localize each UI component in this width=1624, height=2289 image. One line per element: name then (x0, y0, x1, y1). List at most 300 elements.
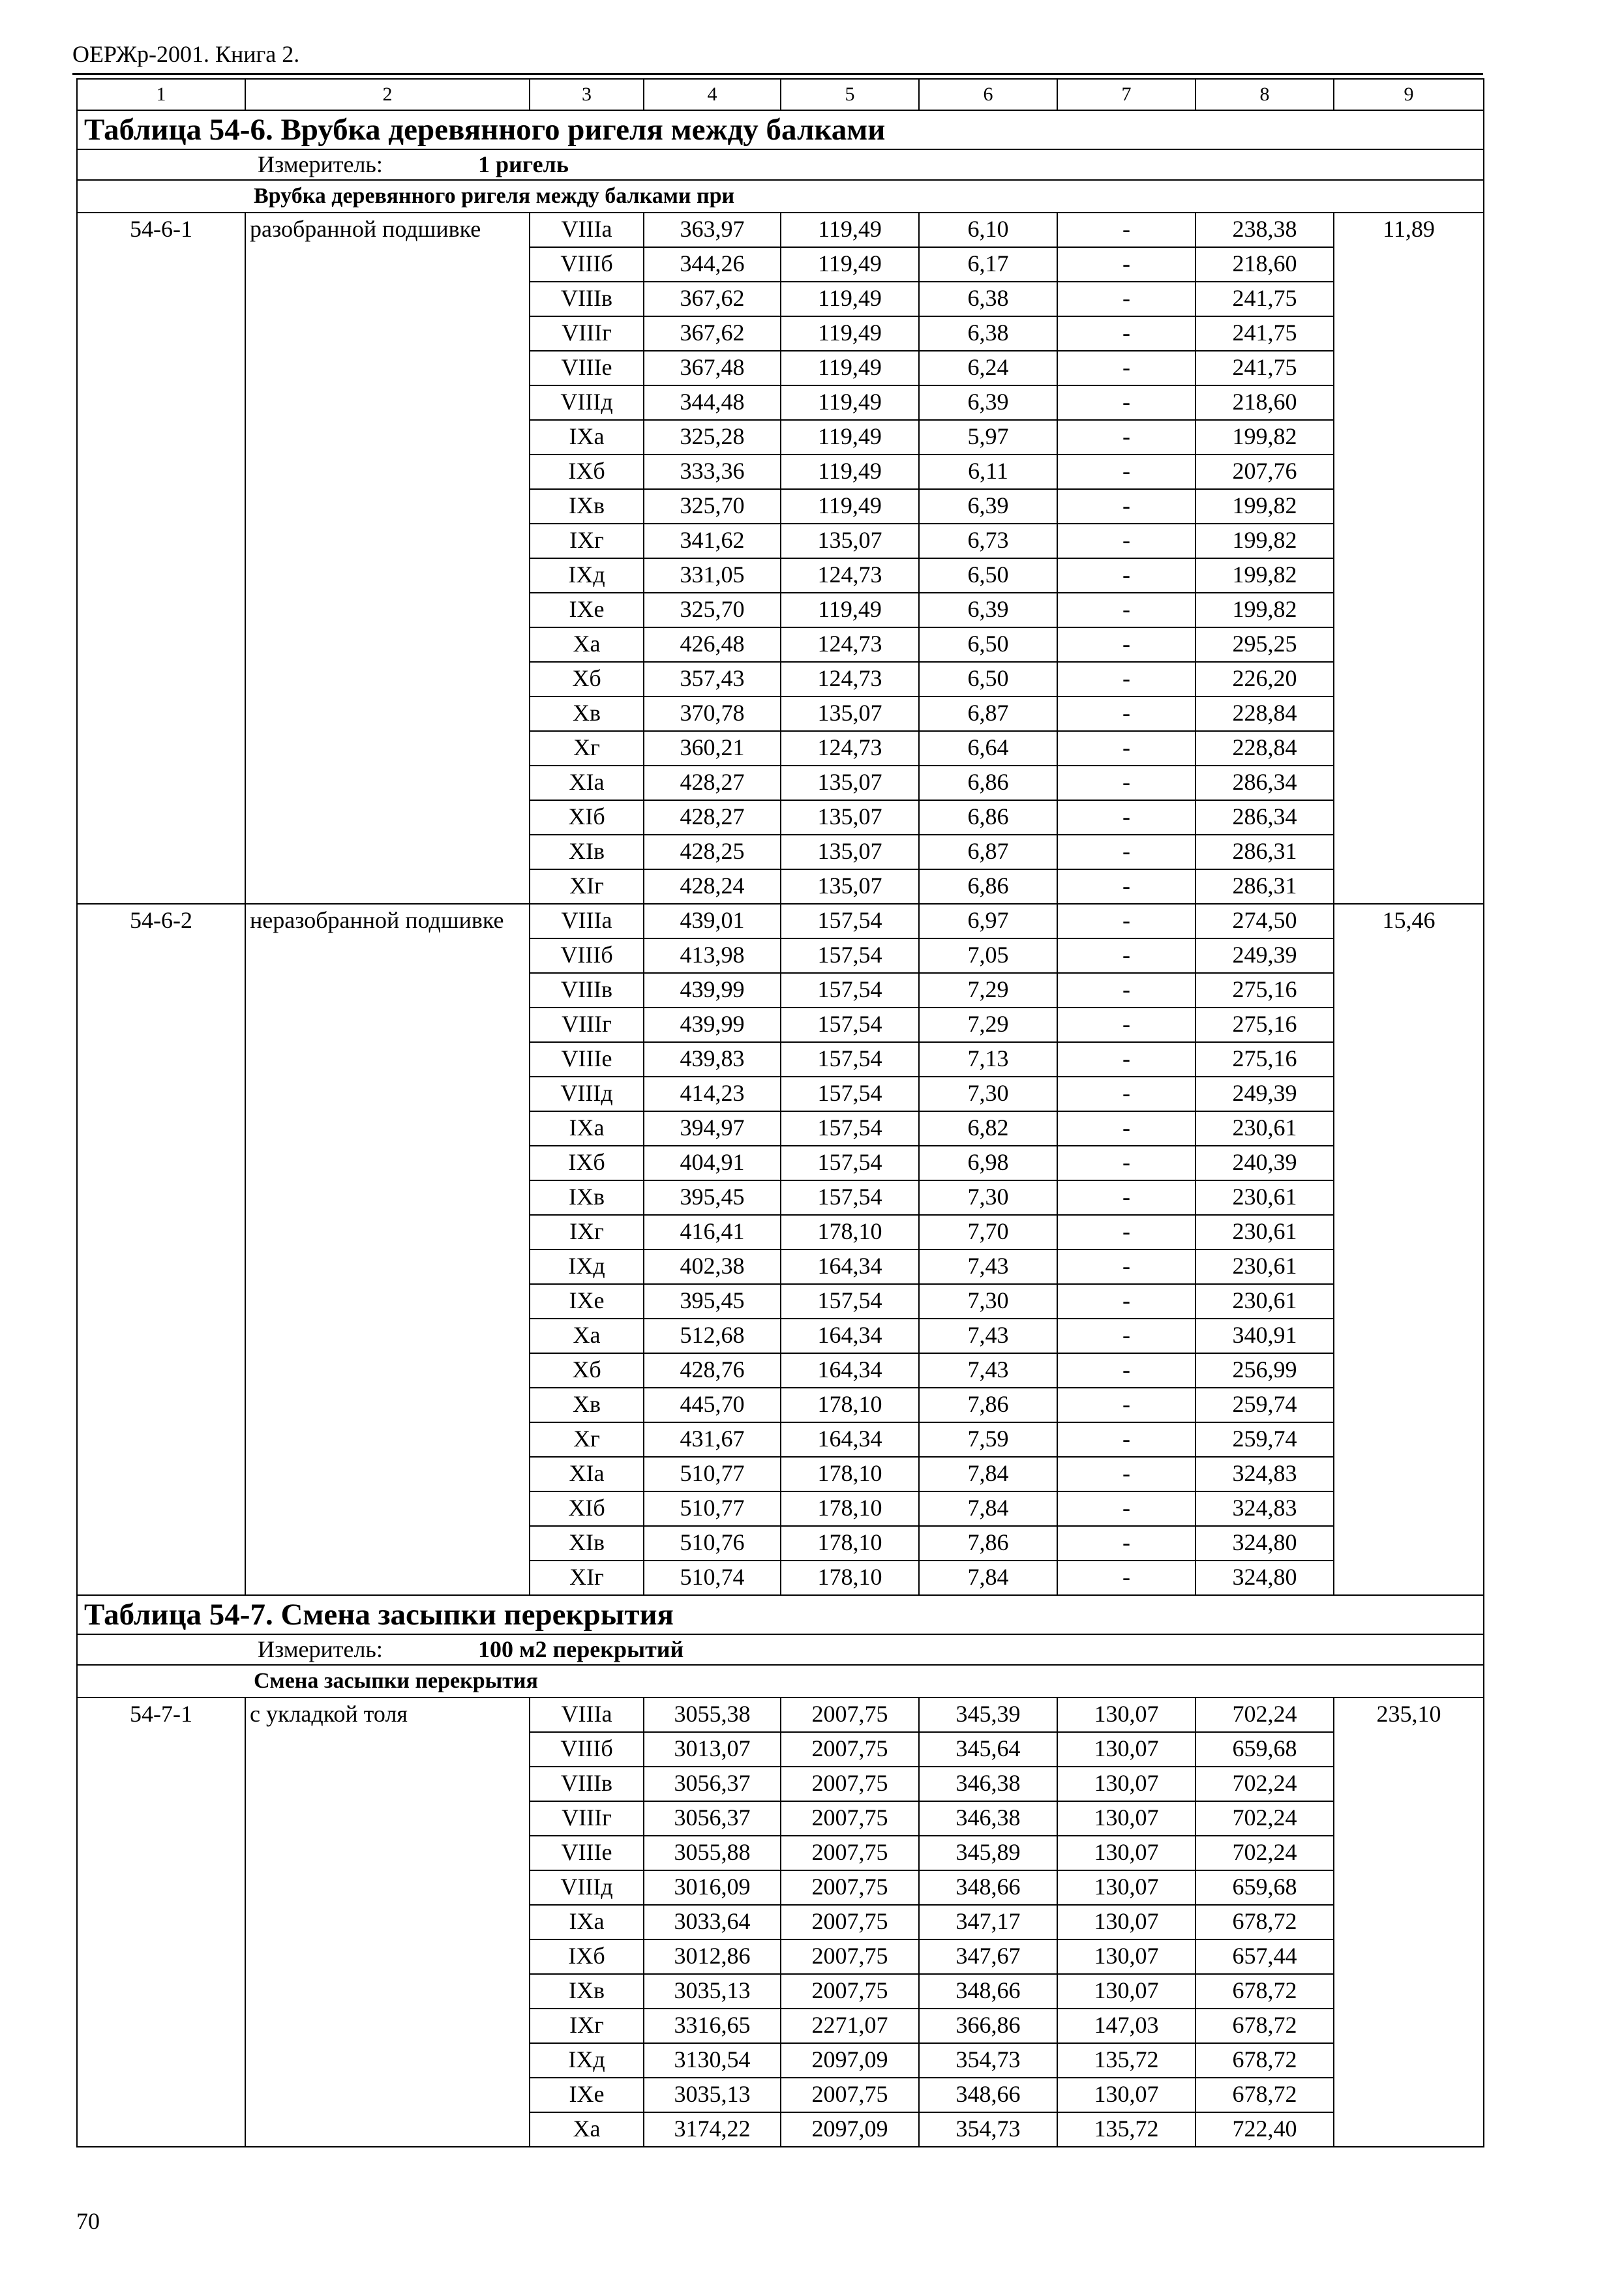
table-row (77, 524, 1484, 558)
value-cell: 6,39 (919, 385, 1057, 420)
value-cell: 199,82 (1195, 558, 1334, 593)
value-cell: 346,38 (919, 1801, 1057, 1836)
value-cell: 2007,75 (781, 1836, 919, 1870)
rate-code-empty (77, 1284, 245, 1319)
value-cell: 135,07 (781, 800, 919, 835)
zone-cell: VIIIд (530, 385, 644, 420)
value-cell: 439,01 (644, 904, 781, 938)
value-cell: 135,07 (781, 524, 919, 558)
value-cell: - (1057, 1491, 1195, 1526)
value-cell: 130,07 (1057, 1732, 1195, 1767)
table-row (77, 1801, 1484, 1836)
work-description-empty (245, 627, 530, 662)
subheading-row (77, 180, 1484, 213)
table-row (77, 1870, 1484, 1905)
value-cell: - (1057, 1077, 1195, 1111)
col9-empty (1334, 316, 1484, 351)
zone-cell: IXг (530, 524, 644, 558)
value-cell: - (1057, 489, 1195, 524)
value-cell: 3035,13 (644, 1974, 781, 2009)
zone-cell: VIIIе (530, 1042, 644, 1077)
table-row (77, 558, 1484, 593)
table-row (77, 1146, 1484, 1180)
column-number: 2 (245, 79, 530, 110)
rate-code-empty (77, 1526, 245, 1561)
work-description-empty (245, 1249, 530, 1284)
value-cell: - (1057, 696, 1195, 731)
value-cell: 678,72 (1195, 1974, 1334, 2009)
rate-code-empty (77, 1801, 245, 1836)
work-description-empty (245, 1457, 530, 1491)
table-row (77, 1042, 1484, 1077)
value-cell: 6,38 (919, 316, 1057, 351)
table-row (77, 1319, 1484, 1353)
work-description-empty (245, 1870, 530, 1905)
value-cell: 426,48 (644, 627, 781, 662)
value-cell: 226,20 (1195, 662, 1334, 696)
col9-empty (1334, 455, 1484, 489)
value-cell: - (1057, 1422, 1195, 1457)
col9-empty (1334, 593, 1484, 627)
zone-cell: XIб (530, 800, 644, 835)
column-number-row (77, 79, 1484, 110)
zone-cell: XIа (530, 1457, 644, 1491)
value-cell: 199,82 (1195, 593, 1334, 627)
value-cell: 510,76 (644, 1526, 781, 1561)
value-cell: 510,77 (644, 1491, 781, 1526)
value-cell: 207,76 (1195, 455, 1334, 489)
work-description-empty (245, 2112, 530, 2147)
work-description-empty (245, 524, 530, 558)
table-row (77, 1698, 1484, 1732)
meter-label: Измеритель: (258, 151, 383, 177)
work-description-empty (245, 973, 530, 1008)
value-cell: 366,86 (919, 2009, 1057, 2043)
value-cell: 702,24 (1195, 1698, 1334, 1732)
col9-empty (1334, 1767, 1484, 1801)
value-cell: 7,30 (919, 1284, 1057, 1319)
table-row (77, 1974, 1484, 2009)
value-cell: 3130,54 (644, 2043, 781, 2078)
table-row (77, 1491, 1484, 1526)
col9-empty (1334, 351, 1484, 385)
table-row (77, 1249, 1484, 1284)
column-number: 3 (530, 79, 644, 110)
value-cell: 135,07 (781, 869, 919, 904)
value-cell: 6,98 (919, 1146, 1057, 1180)
value-cell: 241,75 (1195, 316, 1334, 351)
value-cell: 7,84 (919, 1457, 1057, 1491)
value-cell: 275,16 (1195, 973, 1334, 1008)
value-cell: 2007,75 (781, 1974, 919, 2009)
value-cell: 130,07 (1057, 1767, 1195, 1801)
value-cell: 3035,13 (644, 2078, 781, 2112)
value-cell: 7,43 (919, 1353, 1057, 1388)
value-cell: 2007,75 (781, 1732, 919, 1767)
value-cell: 325,28 (644, 420, 781, 455)
value-cell: 324,83 (1195, 1457, 1334, 1491)
table-row (77, 1526, 1484, 1561)
value-cell: 157,54 (781, 904, 919, 938)
work-description-empty (245, 1111, 530, 1146)
value-cell: - (1057, 1319, 1195, 1353)
table-row (77, 973, 1484, 1008)
value-cell: 324,80 (1195, 1526, 1334, 1561)
zone-cell: IXе (530, 1284, 644, 1319)
zone-cell: VIIIе (530, 351, 644, 385)
value-cell: - (1057, 869, 1195, 904)
value-cell: - (1057, 1215, 1195, 1249)
value-cell: 7,86 (919, 1526, 1057, 1561)
zone-cell: VIIIв (530, 282, 644, 316)
value-cell: 404,91 (644, 1146, 781, 1180)
value-cell: 346,38 (919, 1767, 1057, 1801)
value-cell: 6,86 (919, 800, 1057, 835)
value-cell: 2007,75 (781, 2078, 919, 2112)
value-cell: 119,49 (781, 316, 919, 351)
work-description-empty (245, 1526, 530, 1561)
value-cell: 230,61 (1195, 1180, 1334, 1215)
value-cell: - (1057, 627, 1195, 662)
value-cell: 164,34 (781, 1422, 919, 1457)
rate-code-empty (77, 1111, 245, 1146)
value-cell: 657,44 (1195, 1939, 1334, 1974)
column-number: 5 (781, 79, 919, 110)
value-cell: 6,39 (919, 593, 1057, 627)
table-row (77, 1457, 1484, 1491)
value-cell: - (1057, 1146, 1195, 1180)
subheading: Смена засыпки перекрытия (77, 1665, 1484, 1698)
value-cell: 178,10 (781, 1215, 919, 1249)
value-cell: - (1057, 904, 1195, 938)
col9-empty (1334, 973, 1484, 1008)
zone-cell: XIг (530, 1561, 644, 1595)
zone-cell: IXб (530, 1146, 644, 1180)
rate-code-empty (77, 1077, 245, 1111)
work-description-empty (245, 558, 530, 593)
col9-empty (1334, 1077, 1484, 1111)
value-cell: 130,07 (1057, 1836, 1195, 1870)
rate-code-empty (77, 1974, 245, 2009)
work-description-empty (245, 1180, 530, 1215)
value-cell: 256,99 (1195, 1353, 1334, 1388)
value-cell: 119,49 (781, 282, 919, 316)
table-row (77, 1180, 1484, 1215)
value-cell: 199,82 (1195, 489, 1334, 524)
col9-empty (1334, 1319, 1484, 1353)
value-cell: - (1057, 1526, 1195, 1561)
value-cell: 345,64 (919, 1732, 1057, 1767)
value-cell: 439,83 (644, 1042, 781, 1077)
value-cell: 510,77 (644, 1457, 781, 1491)
value-cell: - (1057, 800, 1195, 835)
rate-code-empty (77, 2009, 245, 2043)
value-cell: 2271,07 (781, 2009, 919, 2043)
meter-cell (77, 149, 1484, 180)
table-row (77, 1939, 1484, 1974)
col9-value: 11,89 (1334, 213, 1484, 247)
work-description-empty (245, 1388, 530, 1422)
value-cell: 228,84 (1195, 731, 1334, 766)
value-cell: 344,26 (644, 247, 781, 282)
rate-code-empty (77, 1008, 245, 1042)
value-cell: - (1057, 1388, 1195, 1422)
col9-empty (1334, 1457, 1484, 1491)
value-cell: 2007,75 (781, 1801, 919, 1836)
value-cell: 395,45 (644, 1284, 781, 1319)
value-cell: - (1057, 385, 1195, 420)
table-caption: Таблица 54-6. Врубка деревянного ригеля между балками (77, 110, 1484, 149)
column-number: 8 (1195, 79, 1334, 110)
rate-code-empty (77, 800, 245, 835)
value-cell: 6,86 (919, 869, 1057, 904)
value-cell: 240,39 (1195, 1146, 1334, 1180)
subheading-row (77, 1665, 1484, 1698)
value-cell: - (1057, 1249, 1195, 1284)
table-row (77, 938, 1484, 973)
value-cell: 678,72 (1195, 1905, 1334, 1939)
value-cell: 414,23 (644, 1077, 781, 1111)
table-row (77, 1111, 1484, 1146)
table-row (77, 1388, 1484, 1422)
value-cell: 439,99 (644, 973, 781, 1008)
work-description: разобранной подшивке (245, 213, 530, 247)
value-cell: 7,43 (919, 1319, 1057, 1353)
value-cell: 130,07 (1057, 1939, 1195, 1974)
value-cell: 119,49 (781, 489, 919, 524)
value-cell: 345,39 (919, 1698, 1057, 1732)
value-cell: - (1057, 1284, 1195, 1319)
col9-empty (1334, 1042, 1484, 1077)
value-cell: 228,84 (1195, 696, 1334, 731)
work-description-empty (245, 1905, 530, 1939)
table-row (77, 1905, 1484, 1939)
rate-code-empty (77, 1422, 245, 1457)
work-description-empty (245, 1836, 530, 1870)
col9-empty (1334, 1974, 1484, 2009)
running-header: ОЕРЖр-2001. Книга 2. (72, 41, 300, 67)
work-description-empty (245, 282, 530, 316)
value-cell: 428,25 (644, 835, 781, 869)
zone-cell: Xг (530, 731, 644, 766)
value-cell: 341,62 (644, 524, 781, 558)
value-cell: 6,86 (919, 766, 1057, 800)
value-cell: 6,11 (919, 455, 1057, 489)
table-row (77, 1561, 1484, 1595)
column-number: 9 (1334, 79, 1484, 110)
table-row (77, 385, 1484, 420)
zone-cell: VIIIв (530, 973, 644, 1008)
col9-empty (1334, 1561, 1484, 1595)
col9-empty (1334, 1870, 1484, 1905)
value-cell: 416,41 (644, 1215, 781, 1249)
rate-code-empty (77, 593, 245, 627)
work-description-empty (245, 1422, 530, 1457)
zone-cell: IXг (530, 2009, 644, 2043)
value-cell: 119,49 (781, 351, 919, 385)
value-cell: 6,10 (919, 213, 1057, 247)
value-cell: 357,43 (644, 662, 781, 696)
value-cell: 119,49 (781, 213, 919, 247)
value-cell: 3016,09 (644, 1870, 781, 1905)
zone-cell: VIIIв (530, 1767, 644, 1801)
zone-cell: XIг (530, 869, 644, 904)
zone-cell: IXа (530, 420, 644, 455)
zone-cell: IXв (530, 1180, 644, 1215)
col9-empty (1334, 420, 1484, 455)
rate-code-empty (77, 351, 245, 385)
col9-empty (1334, 1284, 1484, 1319)
zone-cell: IXа (530, 1905, 644, 1939)
rate-code-empty (77, 835, 245, 869)
table-row (77, 869, 1484, 904)
work-description-empty (245, 1319, 530, 1353)
value-cell: 325,70 (644, 489, 781, 524)
col9-empty (1334, 2009, 1484, 2043)
value-cell: 275,16 (1195, 1042, 1334, 1077)
value-cell: 157,54 (781, 1008, 919, 1042)
value-cell: 119,49 (781, 247, 919, 282)
zone-cell: IXа (530, 1111, 644, 1146)
table-row (77, 1353, 1484, 1388)
work-description-empty (245, 1215, 530, 1249)
meter-cell (77, 1634, 1484, 1665)
value-cell: - (1057, 524, 1195, 558)
value-cell: 347,67 (919, 1939, 1057, 1974)
value-cell: - (1057, 1457, 1195, 1491)
work-description-empty (245, 938, 530, 973)
value-cell: 3033,64 (644, 1905, 781, 1939)
value-cell: 6,64 (919, 731, 1057, 766)
col9-empty (1334, 869, 1484, 904)
zone-cell: VIIIб (530, 1732, 644, 1767)
value-cell: - (1057, 938, 1195, 973)
value-cell: 3012,86 (644, 1939, 781, 1974)
value-cell: 178,10 (781, 1457, 919, 1491)
zone-cell: VIIIд (530, 1077, 644, 1111)
zone-cell: XIб (530, 1491, 644, 1526)
col9-empty (1334, 1905, 1484, 1939)
col9-value: 15,46 (1334, 904, 1484, 938)
zone-cell: IXв (530, 1974, 644, 2009)
rate-code-empty (77, 1491, 245, 1526)
col9-empty (1334, 1388, 1484, 1422)
rate-code-empty (77, 2078, 245, 2112)
rate-code: 54-7-1 (77, 1698, 245, 1732)
value-cell: 119,49 (781, 455, 919, 489)
table-row (77, 213, 1484, 247)
value-cell: 3316,65 (644, 2009, 781, 2043)
column-number: 1 (77, 79, 245, 110)
table-row (77, 1836, 1484, 1870)
col9-empty (1334, 1836, 1484, 1870)
rate-code-empty (77, 489, 245, 524)
value-cell: 178,10 (781, 1491, 919, 1526)
rate-code-empty (77, 1561, 245, 1595)
value-cell: 3056,37 (644, 1767, 781, 1801)
work-description-empty (245, 420, 530, 455)
table-caption: Таблица 54-7. Смена засыпки перекрытия (77, 1595, 1484, 1634)
work-description-empty (245, 1284, 530, 1319)
rate-code-empty (77, 1146, 245, 1180)
work-description-empty (245, 869, 530, 904)
table-row (77, 627, 1484, 662)
value-cell: 157,54 (781, 1111, 919, 1146)
meter-label: Измеритель: (258, 1636, 383, 1662)
value-cell: 6,73 (919, 524, 1057, 558)
work-description-empty (245, 835, 530, 869)
work-description-empty (245, 2078, 530, 2112)
work-description-empty (245, 351, 530, 385)
value-cell: 722,40 (1195, 2112, 1334, 2147)
zone-cell: IXд (530, 558, 644, 593)
rate-code-empty (77, 385, 245, 420)
zone-cell: VIIIг (530, 1801, 644, 1836)
value-cell: 230,61 (1195, 1111, 1334, 1146)
value-cell: 130,07 (1057, 1870, 1195, 1905)
value-cell: - (1057, 558, 1195, 593)
table-body (77, 79, 1484, 2147)
rate-code-empty (77, 1939, 245, 1974)
value-cell: - (1057, 766, 1195, 800)
work-description-empty (245, 662, 530, 696)
value-cell: 249,39 (1195, 1077, 1334, 1111)
work-description-empty (245, 1077, 530, 1111)
zone-cell: IXб (530, 1939, 644, 1974)
value-cell: 130,07 (1057, 1698, 1195, 1732)
value-cell: - (1057, 1561, 1195, 1595)
table-row (77, 455, 1484, 489)
value-cell: 6,87 (919, 696, 1057, 731)
value-cell: 135,72 (1057, 2112, 1195, 2147)
table-row (77, 351, 1484, 385)
value-cell: 2007,75 (781, 1905, 919, 1939)
subheading: Врубка деревянного ригеля между балками при (77, 180, 1484, 213)
rate-code-empty (77, 1180, 245, 1215)
value-cell: 199,82 (1195, 524, 1334, 558)
rate-code-empty (77, 1732, 245, 1767)
work-description-empty (245, 1561, 530, 1595)
value-cell: - (1057, 835, 1195, 869)
value-cell: 348,66 (919, 2078, 1057, 2112)
zone-cell: VIIIа (530, 213, 644, 247)
value-cell: 354,73 (919, 2043, 1057, 2078)
value-cell: 3013,07 (644, 1732, 781, 1767)
value-cell: 119,49 (781, 420, 919, 455)
value-cell: 286,31 (1195, 835, 1334, 869)
value-cell: 119,49 (781, 593, 919, 627)
value-cell: 230,61 (1195, 1284, 1334, 1319)
value-cell: 431,67 (644, 1422, 781, 1457)
col9-empty (1334, 1146, 1484, 1180)
value-cell: 510,74 (644, 1561, 781, 1595)
zone-cell: IXб (530, 455, 644, 489)
value-cell: - (1057, 316, 1195, 351)
zone-cell: VIIIа (530, 1698, 644, 1732)
table-row (77, 696, 1484, 731)
work-description-empty (245, 1974, 530, 2009)
value-cell: 331,05 (644, 558, 781, 593)
value-cell: 295,25 (1195, 627, 1334, 662)
work-description-empty (245, 1146, 530, 1180)
table-row (77, 731, 1484, 766)
value-cell: 124,73 (781, 662, 919, 696)
value-cell: 2097,09 (781, 2043, 919, 2078)
table-row (77, 2009, 1484, 2043)
value-cell: - (1057, 247, 1195, 282)
col9-value: 235,10 (1334, 1698, 1484, 1732)
rate-code-empty (77, 1215, 245, 1249)
